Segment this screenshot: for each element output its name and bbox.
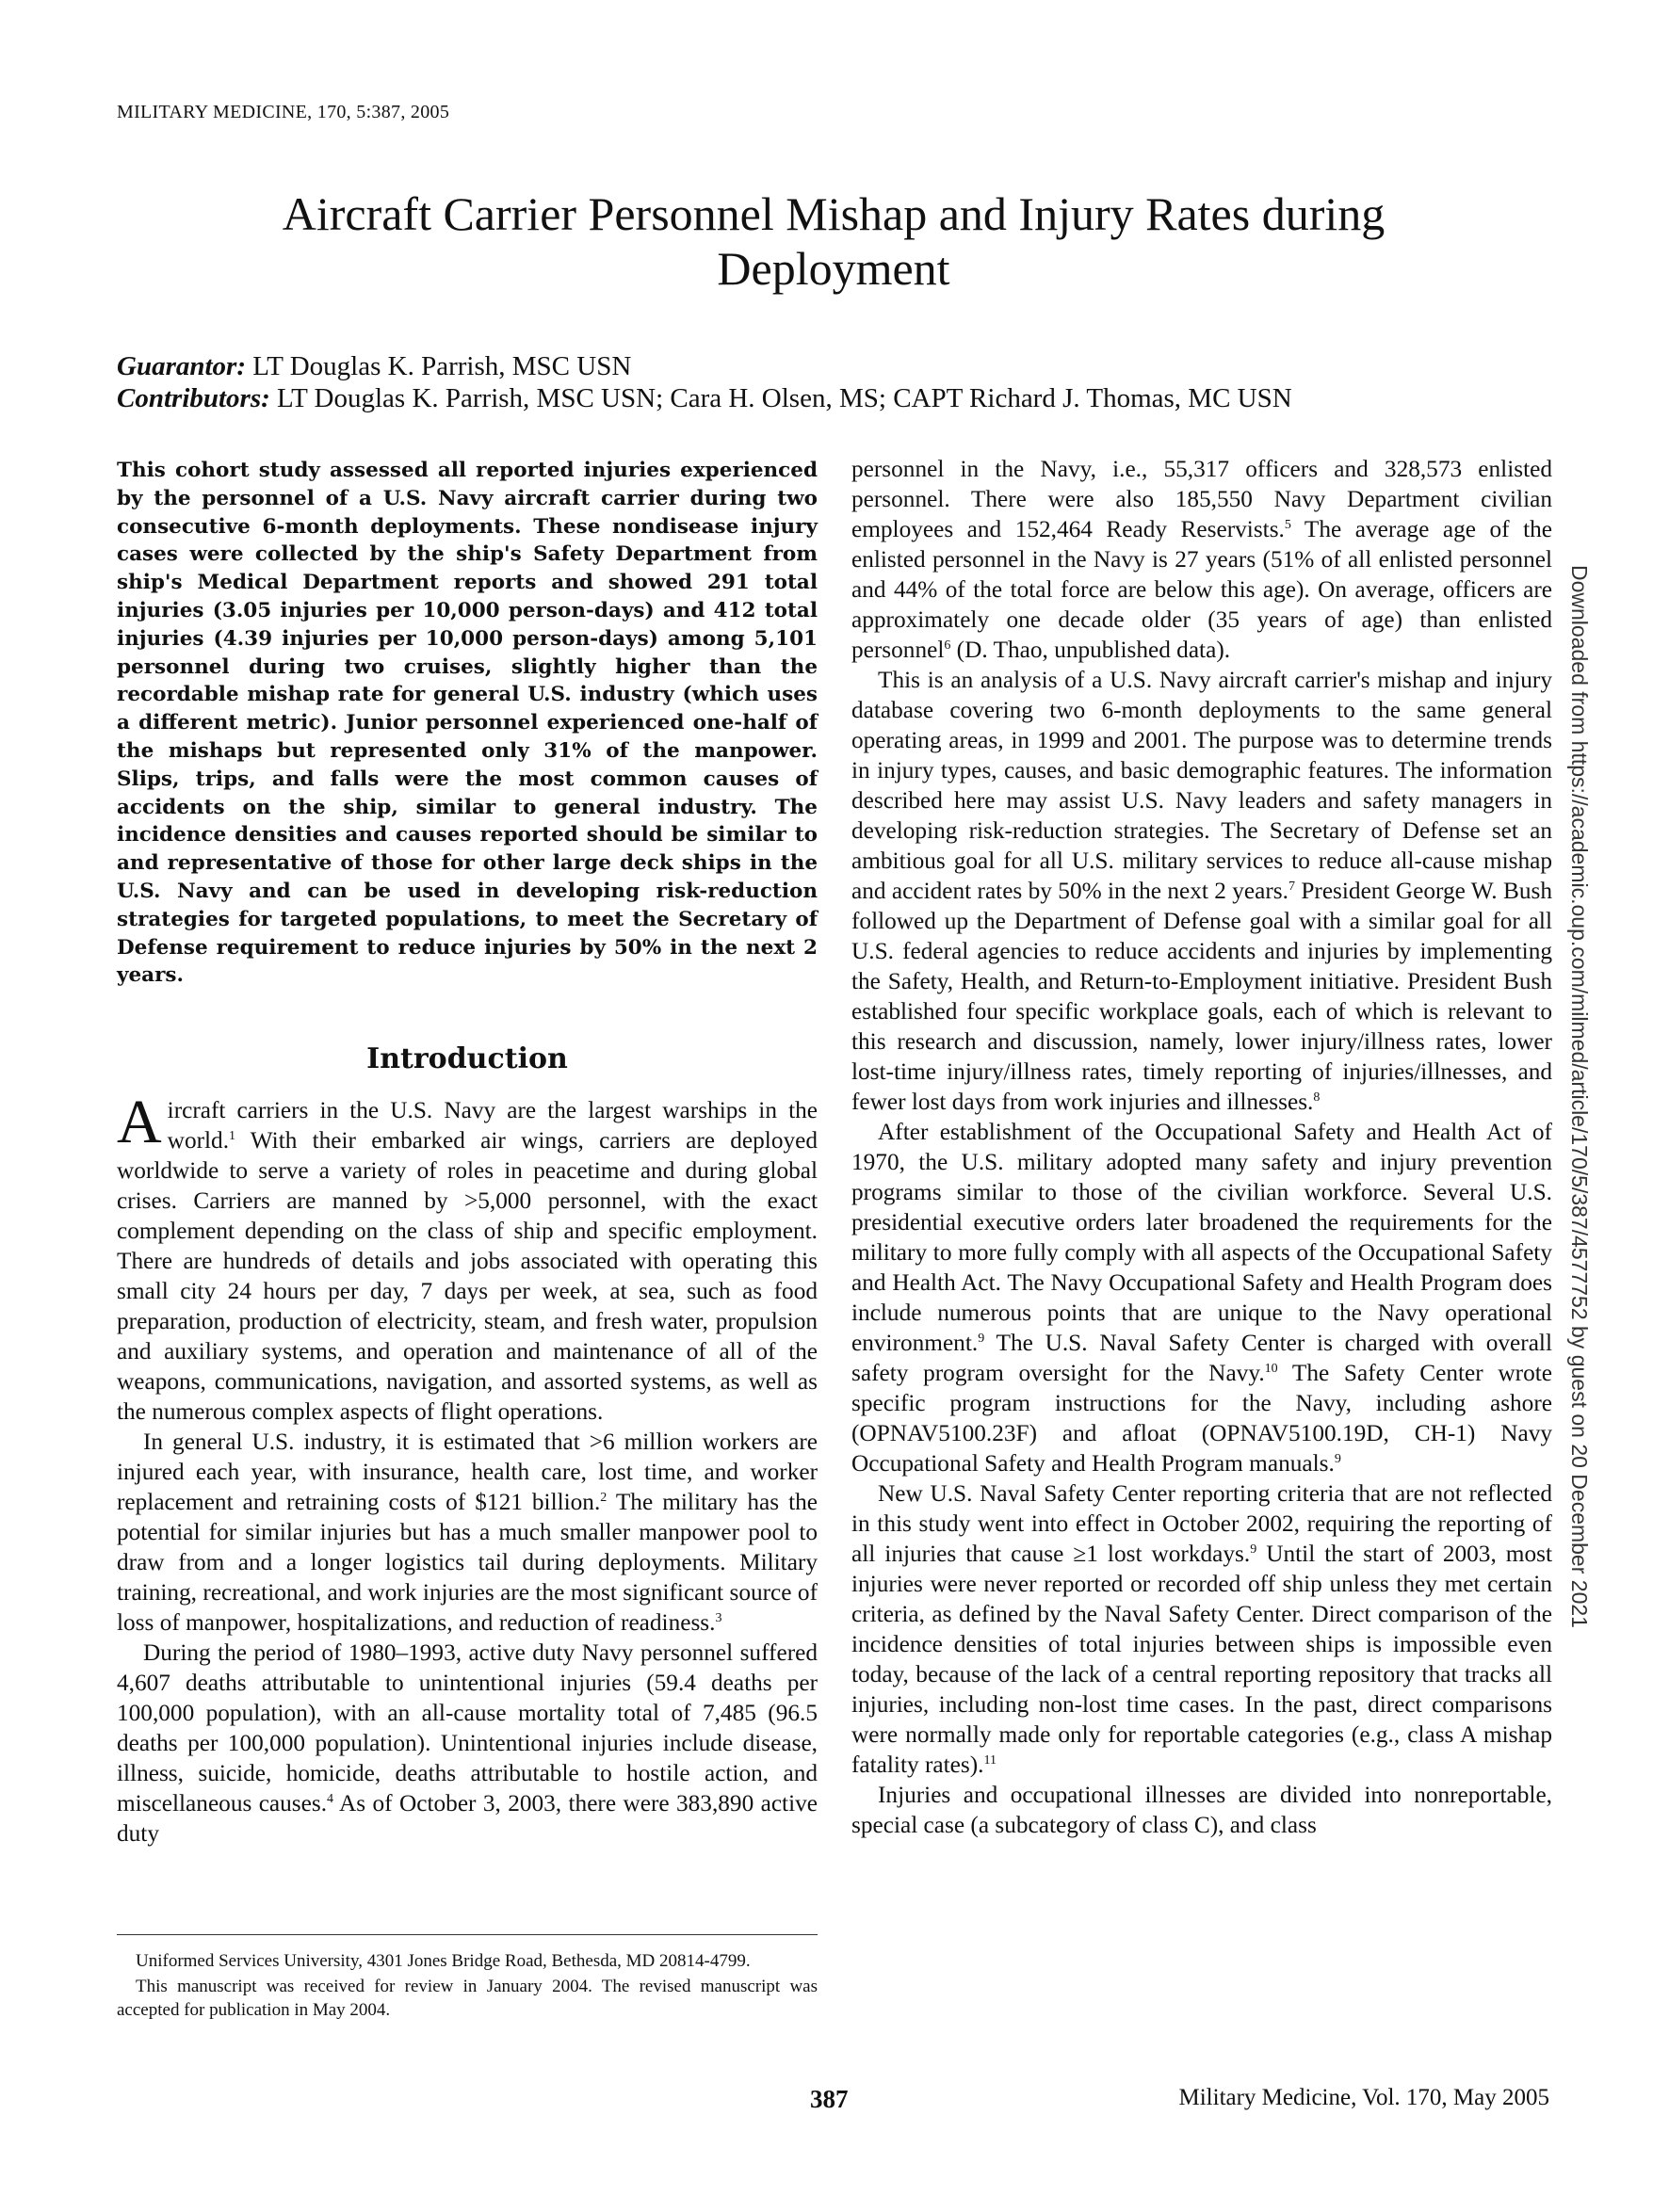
footnotes <box>117 1949 818 2024</box>
body-paragraph-1: personnel in the Navy, i.e., 55,317 officers and 328,573 enlisted personnel. There were also 185,550 Navy Department civilian employees and 152,464 Ready Reservists.$^5$ The average age of the enlisted personnel in the Navy is 27 years (51% of all enlisted personnel and 44% of the total force are below this age). On average, officers are approximately one decade older (35 years of age) than enlisted personnel$^6$ (D. Thao, unpublished data). <box>851 456 1552 663</box>
guarantor-label: Guarantor: <box>117 351 246 381</box>
ref-6: 6 <box>944 638 951 653</box>
contributors-names: LT Douglas K. Parrish, MSC USN; Cara H. Olsen, MS; CAPT Richard J. Thomas, MC USN <box>269 383 1292 413</box>
contributors-line <box>117 382 1292 414</box>
left-column <box>117 454 818 1849</box>
ref-3: 3 <box>715 1611 722 1626</box>
ref-11: 11 <box>983 1753 997 1768</box>
ref-10: 10 <box>1264 1362 1278 1376</box>
article-title <box>113 186 1554 296</box>
intro-paragraph-1: Aircraft carriers in the U.S. Navy are the largest warships in the world.$^1$ With their embarked air wings, carriers are deployed worldwide to serve a variety of roles in peacetime and during global crises. Carriers are manned by >5,000 personnel, with the exact complement depending on the class of ship and specific employment. There are hundreds of details and jobs associated with operating this small city 24 hours per day, 7 days per week, at sea, such as food preparation, production of electricity, steam, and fresh water, propulsion and auxiliary systems, and operation and maintenance of all of the weapons, communications, navigation, and assorted systems, as well as the numerous complex aspects of flight operations. <box>117 1088 818 1426</box>
ref-9c: 9 <box>1250 1542 1257 1557</box>
abstract: This cohort study assessed all reported injuries experienced by the personnel of a U.S. Navy aircraft carrier during two consecutive 6-month deployments. These nondisease injury cases were collected by the ship's Safety Department from ship's Medical Department reports and showed 291 total injuries (3.05 injuries per 10,000 person-days) and 412 total injuries (4.39 injuries per 10,000 person-days) among 5,101 personnel during two cruises, slightly higher than the recordable mishap rate for general U.S. industry (which uses a different metric). Junior personnel experienced one-half of the mishaps but represented only 31% of the manpower. Slips, trips, and falls were the most common causes of accidents on the ship, similar to general industry. The incidence densities and causes reported should be similar to and representative of those for other large deck ships in the U.S. Navy and can be used in developing risk-reduction strategies for targeted populations, to meet the Secretary of Defense requirement to reduce injuries by 50% in the next 2 years. <box>117 459 818 988</box>
body-paragraph-4: New U.S. Naval Safety Center reporting criteria that are not reflected in this study went into effect in October 2002, requiring the reporting of all injuries that cause ≥1 lost workdays.$^9$ Until the start of 2003, most injuries were never reported or recorded off ship unless they met certain criteria, as defined by the Naval Safety Center. Direct comparison of the incidence densities of total injuries between ships is impossible even today, because of the lack of a central reporting repository that tracks all injuries, including non-lost time cases. In the past, direct comparisons were normally made only for reportable categories (e.g., class A mishap fatality rates).$^{11}$ <box>851 1480 1553 1778</box>
download-watermark: Downloaded from https://academic.oup.com/milmed/article/170/5/387/4577752 by guest on 20 December 2021 <box>1567 565 1592 1628</box>
drop-cap: A <box>117 1088 162 1157</box>
guarantor-line <box>117 350 631 382</box>
contributors-label: Contributors: <box>117 383 270 413</box>
ref-4: 4 <box>327 1792 334 1807</box>
ref-9b: 9 <box>1334 1452 1341 1466</box>
body-paragraph-3: After establishment of the Occupational Safety and Health Act of 1970, the U.S. military adopted many safety and injury prevention programs similar to those of the civilian workforce. Several U.S. presidential executive orders later broadened the requirements for the military to more fully comply with all aspects of the Occupational Safety and Health Act. The Navy Occupational Safety and Health Program does include numerous points that are unique to the Navy operational environment.$^9$ The U.S. Naval Safety Center is charged with overall safety program oversight for the Navy.$^{10}$ The Safety Center wrote specific program instructions for the Navy, including ashore (OPNAV5100.23F) and afloat (OPNAV5100.19D, CH-1) Navy Occupational Safety and Health Program manuals.$^9$ <box>851 1119 1552 1477</box>
ref-7: 7 <box>1288 880 1295 894</box>
title-line-1: Aircraft Carrier Personnel Mishap and Injury Rates during <box>282 187 1386 240</box>
ref-1: 1 <box>229 1129 236 1144</box>
title-line-2: Deployment <box>717 242 950 295</box>
footnote-affiliation: Uniformed Services University, 4301 Jones Bridge Road, Bethesda, MD 20814-4799. <box>136 1951 751 1971</box>
ref-9: 9 <box>978 1332 985 1346</box>
guarantor-name: LT Douglas K. Parrish, MSC USN <box>246 351 632 381</box>
right-column <box>851 454 1552 1840</box>
intro-paragraph-2: In general U.S. industry, it is estimated that >6 million workers are injured each year, with insurance, health care, lost time, and worker replacement and retraining costs of $121 billion.$^2$ The military has the potential for similar injuries but has a much smaller manpower pool to draw from and a longer logistics tail during deployments. Military training, recreational, and work injuries are the most significant source of loss of manpower, hospitalizations, and reduction of readiness.$^3$ <box>117 1429 818 1637</box>
body-paragraph-2: This is an analysis of a U.S. Navy aircraft carrier's mishap and injury database covering two 6-month deployments to the same general operating areas, in 1999 and 2001. The purpose was to determine trends in injury types, causes, and basic demographic features. The information described here may assist U.S. Navy leaders and safety managers in developing risk-reduction strategies. The Secretary of Defense set an ambitious goal for all U.S. military services to reduce all-cause mishap and accident rates by 50% in the next 2 years.$^7$ President George W. Bush followed up the Department of Defense goal with a similar goal for all U.S. federal agencies to reduce accidents and injuries by implementing the Safety, Health, and Return-to-Employment initiative. President Bush established four specific workplace goals, each of which is relevant to this research and discussion, namely, lower injury/illness rates, lower lost-time injury/illness rates, timely reporting of injuries/illnesses, and fewer lost days from work injuries and illnesses.$^8$ <box>851 667 1552 1115</box>
footnote-divider <box>117 1934 818 1935</box>
footnote-received: This manuscript was received for review in January 2004. The revised manuscript was accepted for publication in May 2004. <box>117 1977 818 2020</box>
introduction-heading: Introduction <box>366 1042 568 1076</box>
intro-paragraph-3: During the period of 1980–1993, active duty Navy personnel suffered 4,607 deaths attributable to unintentional injuries (59.4 deaths per 100,000 population), with an all-cause mortality total of 7,485 (96.5 deaths per 100,000 population). Unintentional injuries include disease, illness, suicide, homicide, deaths attributable to hostile action, and miscellaneous causes.$^4$ As of October 3, 2003, there were 383,890 active duty <box>117 1639 818 1848</box>
footer-journal: Military Medicine, Vol. 170, May 2005 <box>1178 2085 1549 2110</box>
ref-5: 5 <box>1284 518 1291 532</box>
ref-8: 8 <box>1313 1090 1321 1105</box>
page-number: 387 <box>810 2085 849 2113</box>
journal-header: MILITARY MEDICINE, 170, 5:387, 2005 <box>117 102 450 122</box>
ref-2: 2 <box>600 1491 608 1506</box>
body-paragraph-5: Injuries and occupational illnesses are divided into nonreportable, special case (a subcategory of class C), and class <box>851 1782 1552 1838</box>
